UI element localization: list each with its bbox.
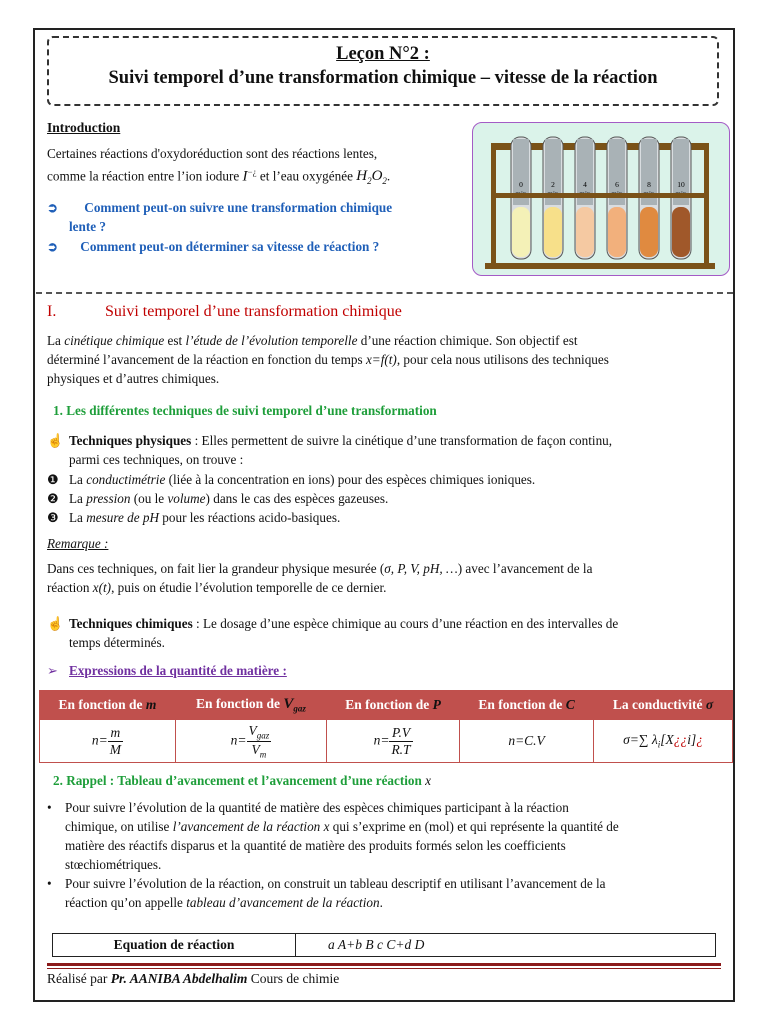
- intro-paragraph: Certaines réactions d'oxydoréduction sont des réactions lentes, comme la réaction entre l’ion iodure I−¿ et l’eau oxygénée $H_2O_2$.: [47, 146, 391, 187]
- table-header-row: [40, 691, 733, 720]
- expressions-heading: ➢ Expressions de la quantité de matière :: [47, 663, 287, 678]
- tube-time-label: 10: [677, 180, 685, 189]
- arrow-icon: ➲: [47, 239, 59, 254]
- hand-pointer-icon: ☝: [47, 433, 64, 448]
- formula-concentration: n=C.V: [460, 720, 594, 763]
- equation-table: [52, 933, 716, 957]
- physical-techniques: ☝ Techniques physiques : Elles permettent de suivre la cinétique d’une transformation de façon continu, parmi ces techniques, on trouve :: [47, 433, 613, 467]
- intro-heading: Introduction: [47, 120, 121, 135]
- header-concentration: En fonction de C: [460, 691, 594, 720]
- tube-time-label: 2: [551, 180, 555, 189]
- formula-mass: n= $\frac{m}{M}$: [40, 720, 176, 763]
- formula-volume: n= $\frac{V_{gaz}}{V_m}$: [175, 720, 326, 763]
- tube-solution: [608, 207, 626, 257]
- section-1-intro: La cinétique chimique est l’étude de l’évolution temporelle d’une réaction chimique. Son objectif est déterminé l’avancement de la réaction en fonction du temps x=f(t), pour cela nous utilisons des techniques physiques et d’autres chimiques.: [47, 333, 609, 386]
- tube-solution: [672, 207, 690, 257]
- table-row: [53, 934, 716, 957]
- subsection-2-heading: 2. Rappel : Tableau d’avancement et l’avancement d’une réaction x: [53, 773, 432, 788]
- lesson-number: Leçon N°2 :: [336, 44, 430, 64]
- tube-solution: [544, 207, 562, 257]
- list-item: • Pour suivre l’évolution de la réaction, on construit un tableau descriptif en utilisant l’avancement de la réaction qu’on appelle tableau d’avancement de la réaction.: [47, 876, 606, 910]
- hand-pointer-icon: ☝: [47, 616, 64, 631]
- formula-pressure: n= $\frac{P.V}{R.T}$: [327, 720, 460, 763]
- chemical-techniques: ☝ Techniques chimiques : Le dosage d’une espèce chimique au cours d’une réaction en des intervalles de temps déterminés.: [47, 616, 619, 650]
- list-item: ❷ La pression (ou le volume) dans le cas des espèces gazeuses.: [47, 491, 389, 506]
- tube-time-label: 0: [519, 180, 523, 189]
- remarque-text: Dans ces techniques, on fait lier la grandeur physique mesurée (σ, P, V, pH, …) avec l’avancement de la réaction x(t), puis on étudie l’évolution temporelle de ce dernier.: [47, 561, 593, 595]
- list-item: ❸ La mesure de pH pour les réactions acido-basiques.: [47, 510, 341, 525]
- tube-time-label: 6: [615, 180, 619, 189]
- footer-divider-thin: [47, 968, 721, 969]
- test-tubes-image: [472, 122, 730, 276]
- section-divider: [36, 292, 733, 294]
- table-row: [40, 720, 733, 763]
- tube-time-label: 8: [647, 180, 651, 189]
- avancement-bullets: [47, 798, 721, 912]
- footer: Réalisé par Pr. AANIBA Abdelhalim Cours de chimie: [47, 971, 340, 986]
- tube-solution: [512, 207, 530, 257]
- techniques-list: [47, 470, 721, 527]
- tube-solution: [640, 207, 658, 257]
- header-conductivity: La conductivité σ: [594, 691, 733, 720]
- section-1-title: I. Suivi temporel d’une transformation chimique: [47, 303, 402, 320]
- tube-solution: [576, 207, 594, 257]
- footer-divider: [47, 963, 721, 966]
- arrow-icon: ➲: [47, 200, 59, 215]
- tube-time-label: 4: [583, 180, 587, 189]
- header-pressure: En fonction de P: [327, 691, 460, 720]
- test-tube-rack-illustration: [473, 123, 728, 274]
- lesson-title: Suivi temporel d’une transformation chimique – vitesse de la réaction: [108, 68, 658, 88]
- list-item: • Pour suivre l’évolution de la quantité de matière des espèces chimiques participant à la réaction chimique, on utilise l’avancement de la réaction x qui s’exprime en (mol) et qui représente la quantité de matière des réactifs disparus et la quantité de matière des produits formés selon les coefficients stœchiométriques.: [47, 800, 619, 872]
- formula-conductivity: σ=∑ $\lambda_i[X¿¿i]¿$: [594, 720, 733, 763]
- equation-label: Equation de réaction: [53, 934, 296, 957]
- arrow-head-icon: ➢: [47, 663, 59, 678]
- intro-question-2: ➲ Comment peut-on déterminer sa vitesse de réaction ?: [47, 239, 380, 254]
- quantity-expressions-table: [39, 690, 733, 763]
- intro-question-1: ➲ Comment peut-on suivre une transformation chimique lente ?: [47, 200, 393, 234]
- header-mass: En fonction de m: [40, 691, 176, 720]
- subsection-1-heading: 1. Les différentes techniques de suivi temporel d’une transformation: [53, 403, 437, 418]
- header-volume: En fonction de $V_{gaz}$: [175, 691, 326, 720]
- title-box: [47, 36, 719, 106]
- remarque-heading: Remarque :: [47, 536, 109, 551]
- equation-value: a A+b B c C+d D: [296, 934, 716, 957]
- list-item: ❶ La conductimétrie (liée à la concentration en ions) pour des espèces chimiques ioniques.: [47, 472, 536, 487]
